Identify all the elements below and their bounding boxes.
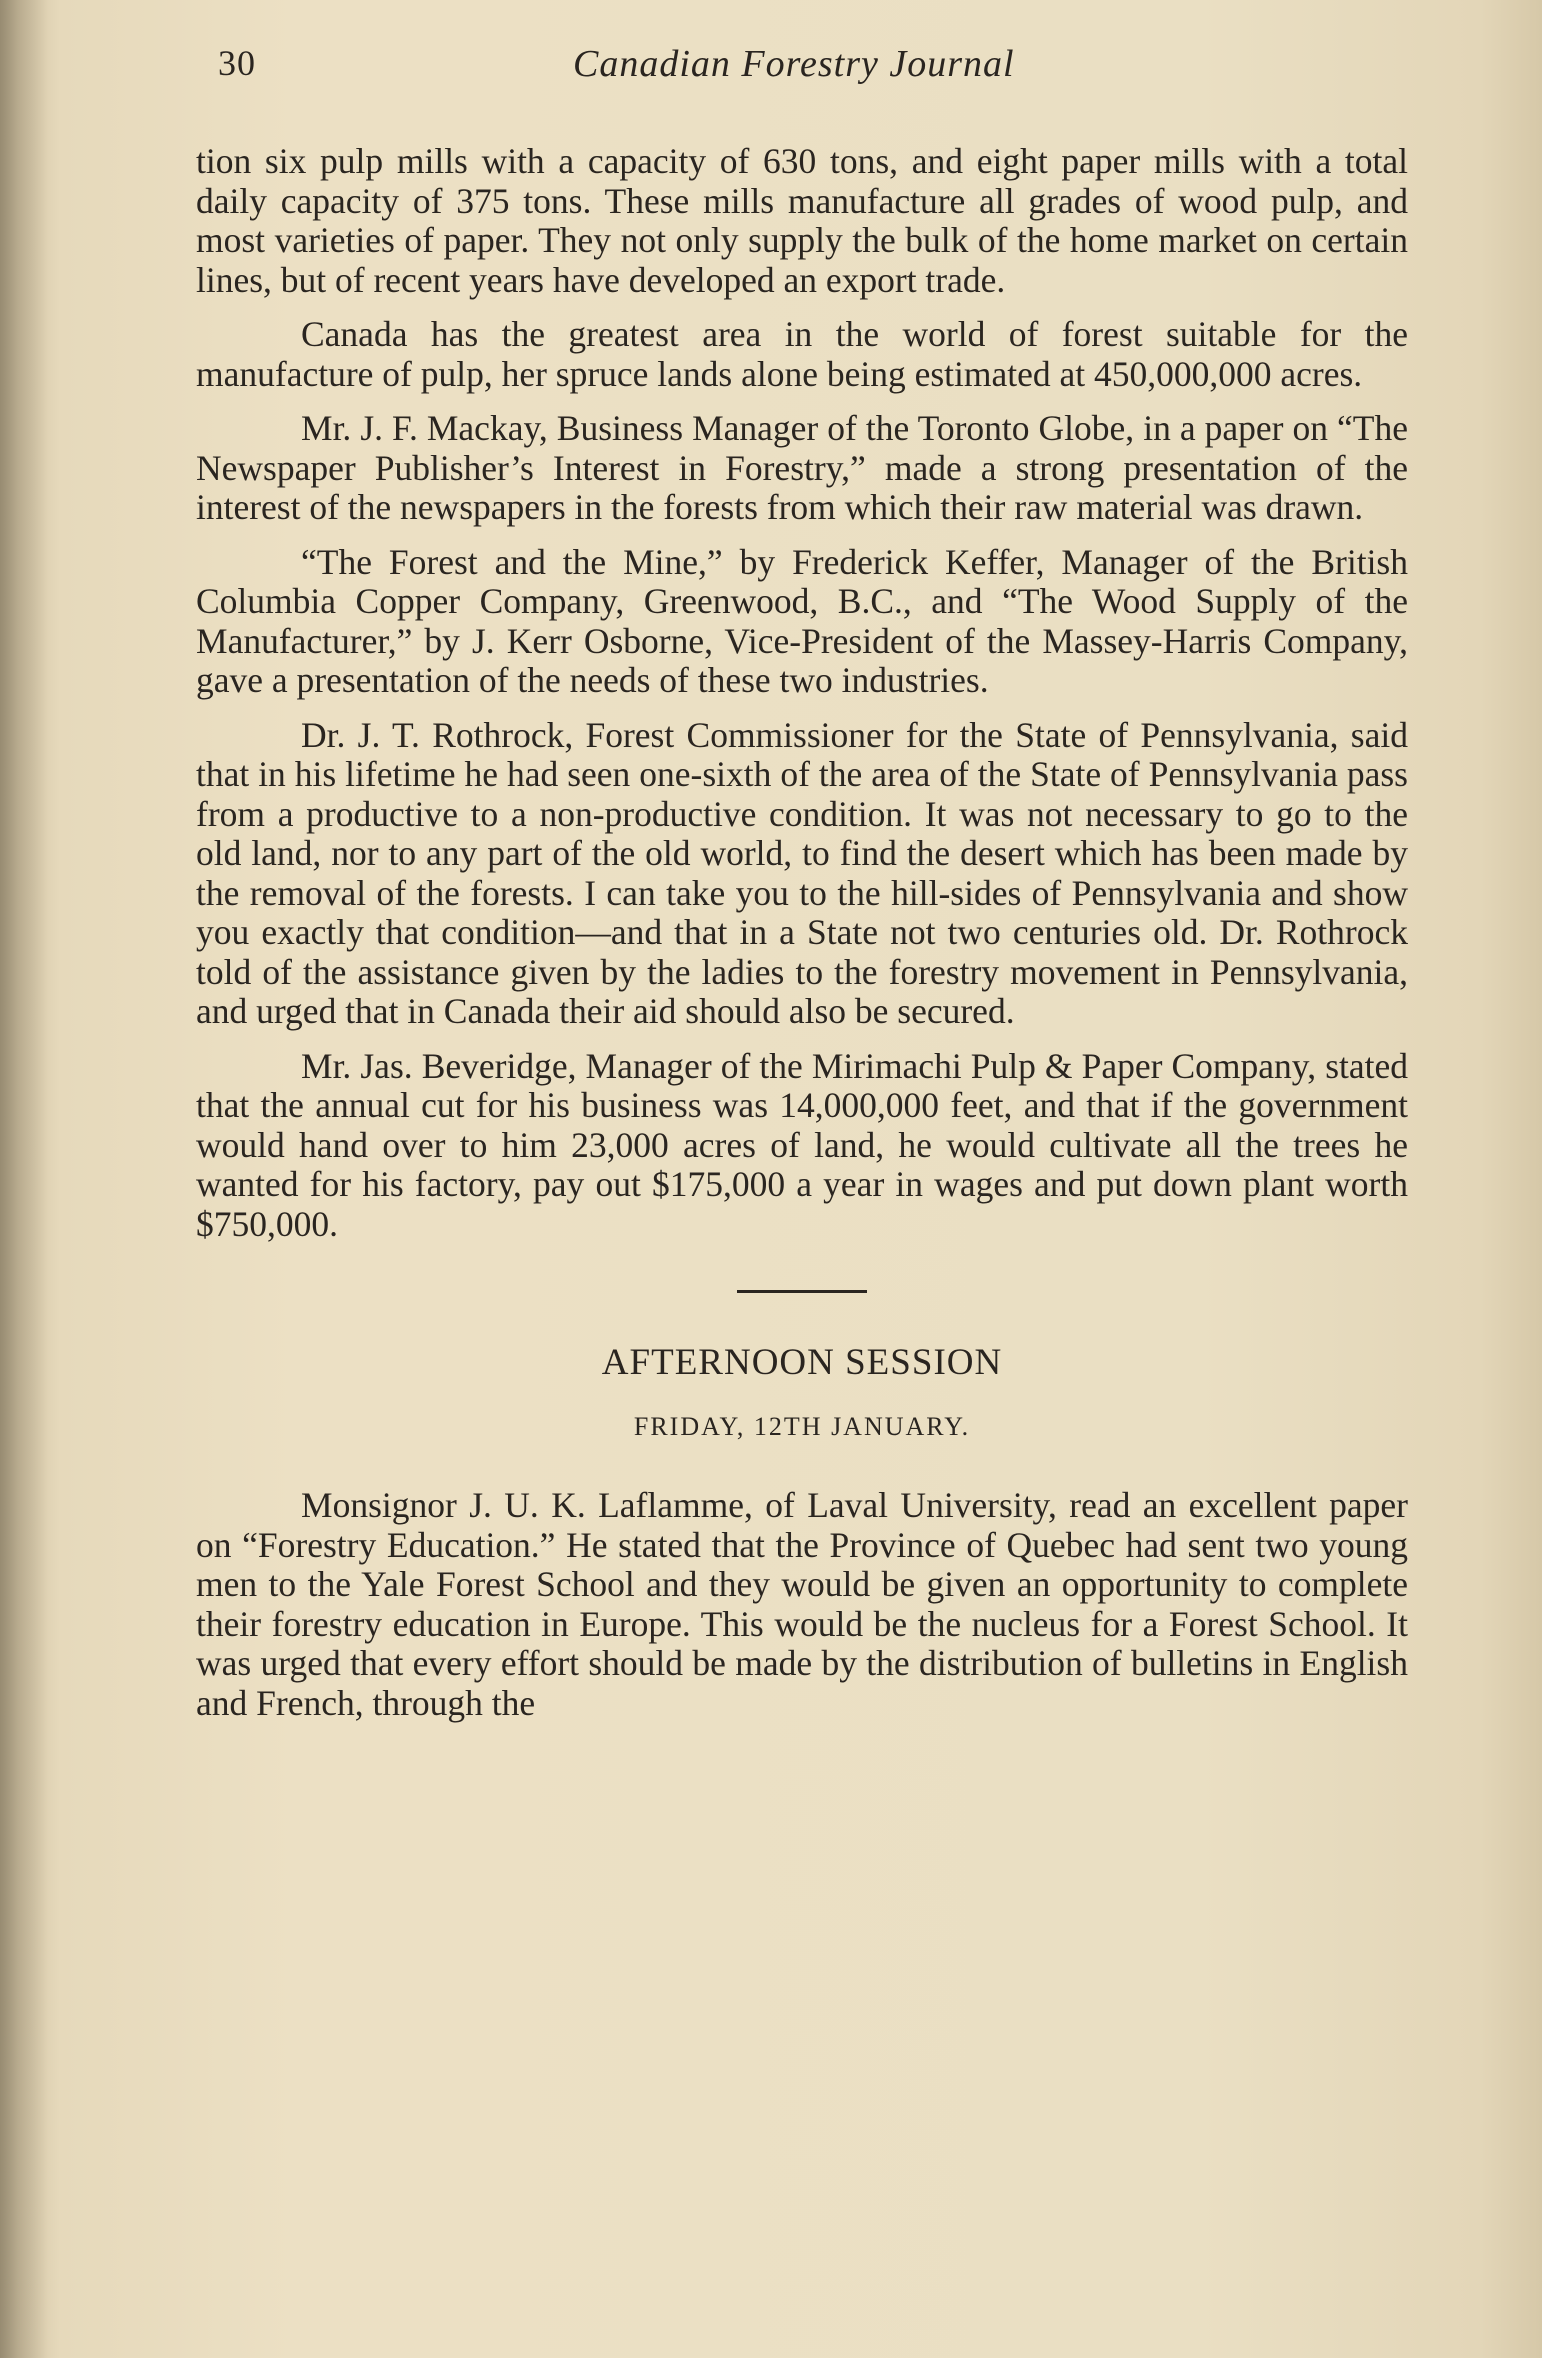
paragraph-forest-area: Canada has the greatest area in the world of forest suitable for the manufacture of pulp, her spruce lands alone being estimated at 450,000,000 acres. — [196, 314, 1408, 394]
page-header — [218, 42, 1058, 102]
paragraph-pulp-mills: tion six pulp mills with a capacity of 630 tons, and eight paper mills with a total daily capacity of 375 tons. These mills manufacture all grades of wood pulp, and most varieties of paper. They not only supply the bulk of the home market on certain lines, but of recent years have developed an export trade. — [196, 141, 1408, 300]
spine-shadow — [0, 0, 48, 2358]
running-title: Canadian Forestry Journal — [573, 43, 1015, 85]
paragraph-mackay: Mr. J. F. Mackay, Business Manager of the Toronto Globe, in a paper on “The Newspaper Publisher’s Interest in Forestry,” made a strong presentation of the interest of the newspapers in the forests from which their raw material was drawn. — [196, 408, 1408, 527]
paragraph-laflamme: Monsignor J. U. K. Laflamme, of Laval University, read an excellent paper on “Forestry Education.” He stated that the Province of Quebec had sent two young men to the Yale Forest School and they would be given an opportunity to complete their forestry education in Europe. This would be the nucleus for a Forest School. It was urged that every effort should be made by the distribution of bulletins in English and French, through the — [196, 1485, 1408, 1723]
paragraph-forest-and-mine: “The Forest and the Mine,” by Frederick Keffer, Manager of the British Columbia Copper Company, Greenwood, B.C., and “The Wood Supply of the Manufacturer,” by J. Kerr Osborne, Vice-President of the Massey-Harris Company, gave a presentation of the needs of these two industries. — [196, 541, 1408, 700]
page-number: 30 — [218, 43, 256, 83]
section-divider — [737, 1290, 867, 1293]
paragraph-beveridge: Mr. Jas. Beveridge, Manager of the Mirimachi Pulp & Paper Company, stated that the annual cut for his business was 14,000,000 feet, and that if the government would hand over to him 23,000 acres of land, he would cultivate all the trees he wanted for his factory, pay out $175,000 a year in wages and put down plant worth $750,000. — [196, 1045, 1408, 1244]
section-title: AFTERNOON SESSION — [601, 1342, 1003, 1383]
section-date: FRIDAY, 12TH JANUARY. — [633, 1412, 971, 1441]
paragraph-rothrock: Dr. J. T. Rothrock, Forest Commissioner for the State of Pennsylvania, said that in his lifetime he had seen one-sixth of the area of the State of Pennsylvania pass from a productive to a non-productive condition. It was not necessary to go to the old land, nor to any part of the old world, to find the desert which has been made by the removal of the forests. I can take you to the hill-sides of Pennsylvania and show you exactly that condition—and that in a State not two centuries old. Dr. Rothrock told of the assistance given by the ladies to the forestry movement in Pennsylvania, and urged that in Canada their aid should also be secured. — [196, 714, 1408, 1031]
page-content — [196, 142, 1408, 1738]
